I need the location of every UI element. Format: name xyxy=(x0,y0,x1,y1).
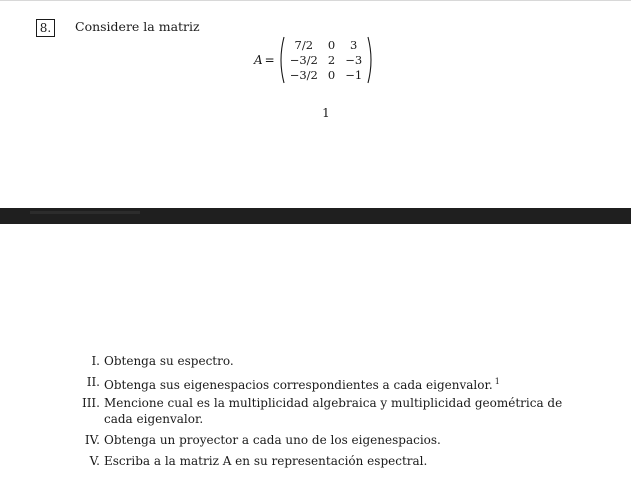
matrix-cell: −3/2 xyxy=(289,67,318,82)
matrix-cell: 2 xyxy=(327,52,336,67)
item-number: II. xyxy=(86,375,100,389)
matrix-equation xyxy=(254,36,375,84)
list-item xyxy=(0,395,631,432)
problem-statement: Considere la matriz xyxy=(75,19,200,34)
matrix-cell: −3/2 xyxy=(289,52,318,67)
item-text xyxy=(104,453,574,469)
matrix-cell: 3 xyxy=(350,37,358,52)
matrix-cell: 0 xyxy=(327,37,336,52)
item-text-content: Mencione cual es la multiplicidad algebraica y multiplicidad geométrica de cada eigenvalor. xyxy=(104,396,563,426)
item-text-content: Escriba a la matriz A en su representación espectral. xyxy=(104,454,428,468)
list-item xyxy=(0,453,631,474)
matrix-name: A xyxy=(254,53,263,67)
equals-sign: = xyxy=(264,53,275,67)
matrix-lhs xyxy=(254,53,275,67)
page-top-edge xyxy=(0,0,631,1)
item-text-content: Obtenga un proyector a cada uno de los eigenespacios. xyxy=(104,433,441,447)
page-separator-shadow xyxy=(30,211,140,214)
item-text xyxy=(104,374,574,393)
question-list xyxy=(0,353,631,474)
list-item xyxy=(0,353,631,374)
matrix-cell: −3 xyxy=(345,52,363,67)
matrix-cell: 0 xyxy=(327,67,336,82)
item-text xyxy=(104,353,574,369)
item-text-content: Obtenga sus eigenespacios correspondientes a cada eigenvalor. xyxy=(104,378,493,392)
list-item xyxy=(0,432,631,453)
item-number: III. xyxy=(81,396,100,410)
matrix-row xyxy=(285,38,367,53)
item-number: IV. xyxy=(84,433,100,447)
right-parenthesis xyxy=(367,36,375,84)
matrix-row xyxy=(285,53,367,68)
matrix-body xyxy=(285,38,367,83)
matrix-cell: 7/2 xyxy=(294,37,314,52)
item-number: V. xyxy=(89,454,100,468)
document-page-top xyxy=(0,0,631,208)
matrix-row xyxy=(285,68,367,83)
item-text xyxy=(104,395,574,427)
left-parenthesis xyxy=(277,36,285,84)
item-text xyxy=(104,432,574,448)
item-text-content: Obtenga su espectro. xyxy=(104,354,234,368)
footnote-marker: 1 xyxy=(494,377,500,386)
list-item xyxy=(0,374,631,395)
page-number: 1 xyxy=(322,106,330,120)
item-number: I. xyxy=(91,354,100,368)
problem-number-box: 8. xyxy=(36,19,55,37)
matrix-cell: −1 xyxy=(345,67,363,82)
